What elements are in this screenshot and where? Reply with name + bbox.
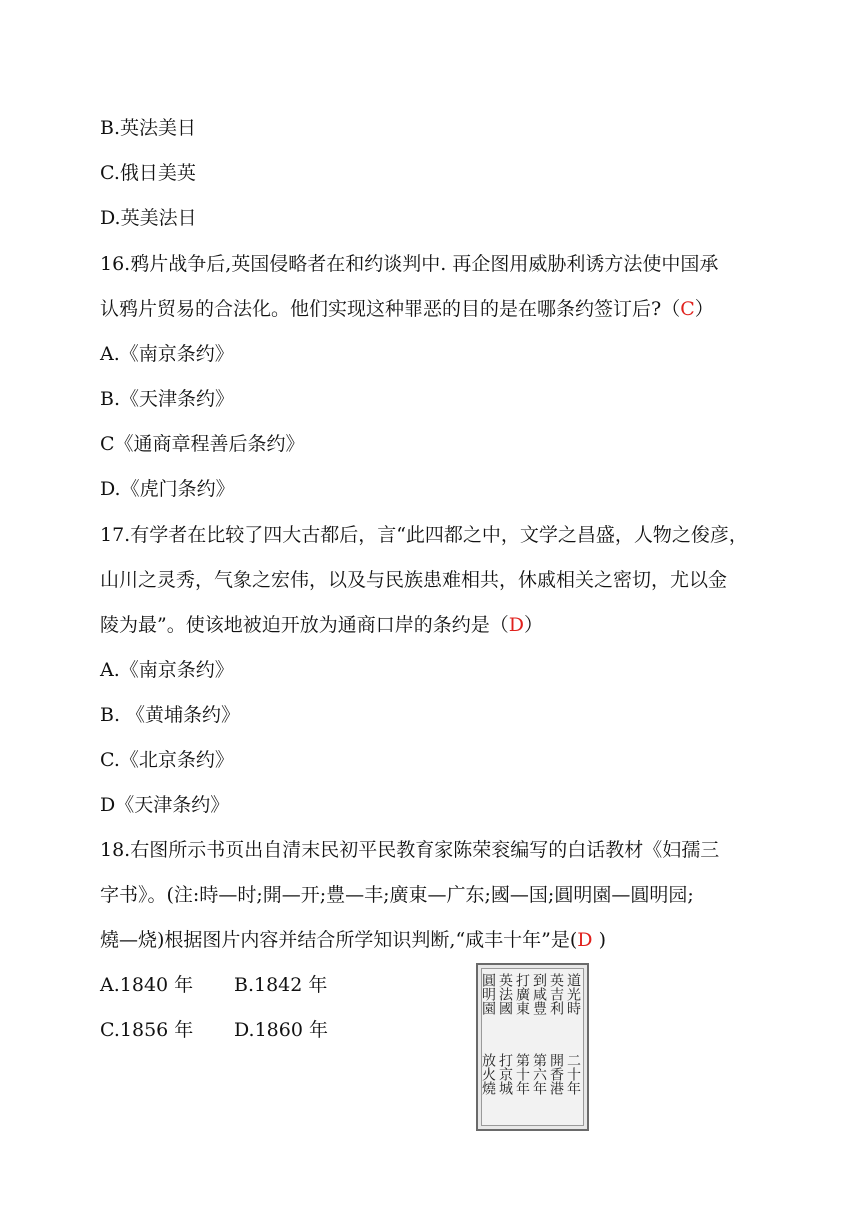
q18-option-b: B.1842 年 [234, 974, 328, 996]
q18-stem-line2: 字书》。(注:時—时;開—开;豊—丰;廣東—广东;國—国;圓明園—圓明园; [100, 884, 694, 906]
q16-stem-text: 认鸦片贸易的合法化。他们实现这种罪恶的目的是在哪条约签订后?（ [100, 298, 681, 320]
q17-stem-close: ） [523, 614, 543, 636]
q18-option-c: C.1856 年 [100, 1019, 194, 1041]
q15-option-d: D.英美法日 [100, 207, 197, 229]
book-column: 打京城 [497, 1053, 513, 1095]
q17-option-d: D《天津条约》 [100, 794, 230, 816]
q16-option-a: A.《南京条约》 [100, 343, 234, 365]
book-column: 第六年 [531, 1053, 547, 1095]
book-column: 打廣東 [514, 973, 530, 1015]
q17-answer: D [508, 614, 524, 636]
book-column: 開香港 [548, 1053, 564, 1095]
book-page-image [476, 963, 589, 1131]
q18-option-d: D.1860 年 [234, 1019, 328, 1041]
q18-stem-text: 燒—烧)根据图片内容并结合所学知识判断,“咸丰十年”是( [100, 929, 578, 951]
q16-option-d: D.《虎门条约》 [100, 478, 235, 500]
book-column: 英法國 [497, 973, 513, 1015]
book-column: 第十年 [514, 1053, 530, 1095]
q18-answer: D [577, 929, 593, 951]
q16-answer: C [680, 298, 695, 320]
q16-stem-line1: 16.鸦片战争后,英国侵略者在和约谈判中. 再企图用威胁利诱方法使中国承 [100, 253, 719, 275]
q16-stem-close: ） [694, 298, 714, 320]
book-column: 英吉利 [548, 973, 564, 1015]
book-column: 二十年 [565, 1053, 581, 1095]
q17-option-b: B. 《黄埔条约》 [100, 704, 241, 726]
q17-stem-line3 [100, 612, 543, 638]
q18-stem-line3 [100, 927, 606, 953]
q17-stem-line2: 山川之灵秀，气象之宏伟，以及与民族患难相共，休戚相关之密切，尤以金 [100, 569, 728, 591]
book-column: 道光時 [565, 973, 581, 1015]
q16-option-c: C《通商章程善后条约》 [100, 433, 305, 455]
q16-option-b: B.《天津条约》 [100, 388, 235, 410]
q18-stem-line1: 18.右图所示书页出自清末民初平民教育家陈荣衮编写的白话教材《妇孺三 [100, 839, 720, 861]
q17-option-c: C.《北京条约》 [100, 749, 234, 771]
q17-stem-line1: 17.有学者在比较了四大古都后，言“此四都之中，文学之昌盛，人物之俊彦， [100, 524, 748, 546]
book-page-inner [481, 968, 584, 1126]
book-column: 放火燒 [480, 1053, 496, 1095]
q18-stem-close: ) [592, 929, 606, 951]
q18-option-a: A.1840 年 [100, 974, 194, 996]
q17-stem-text: 陵为最”。使该地被迫开放为通商口岸的条约是（ [100, 614, 509, 636]
q17-option-a: A.《南京条约》 [100, 659, 234, 681]
q16-stem-line2 [100, 296, 714, 322]
q15-option-c: C.俄日美英 [100, 162, 196, 184]
q15-option-b: B.英法美日 [100, 117, 197, 139]
book-column: 圓明園 [480, 973, 496, 1015]
book-column: 到咸豊 [531, 973, 547, 1015]
